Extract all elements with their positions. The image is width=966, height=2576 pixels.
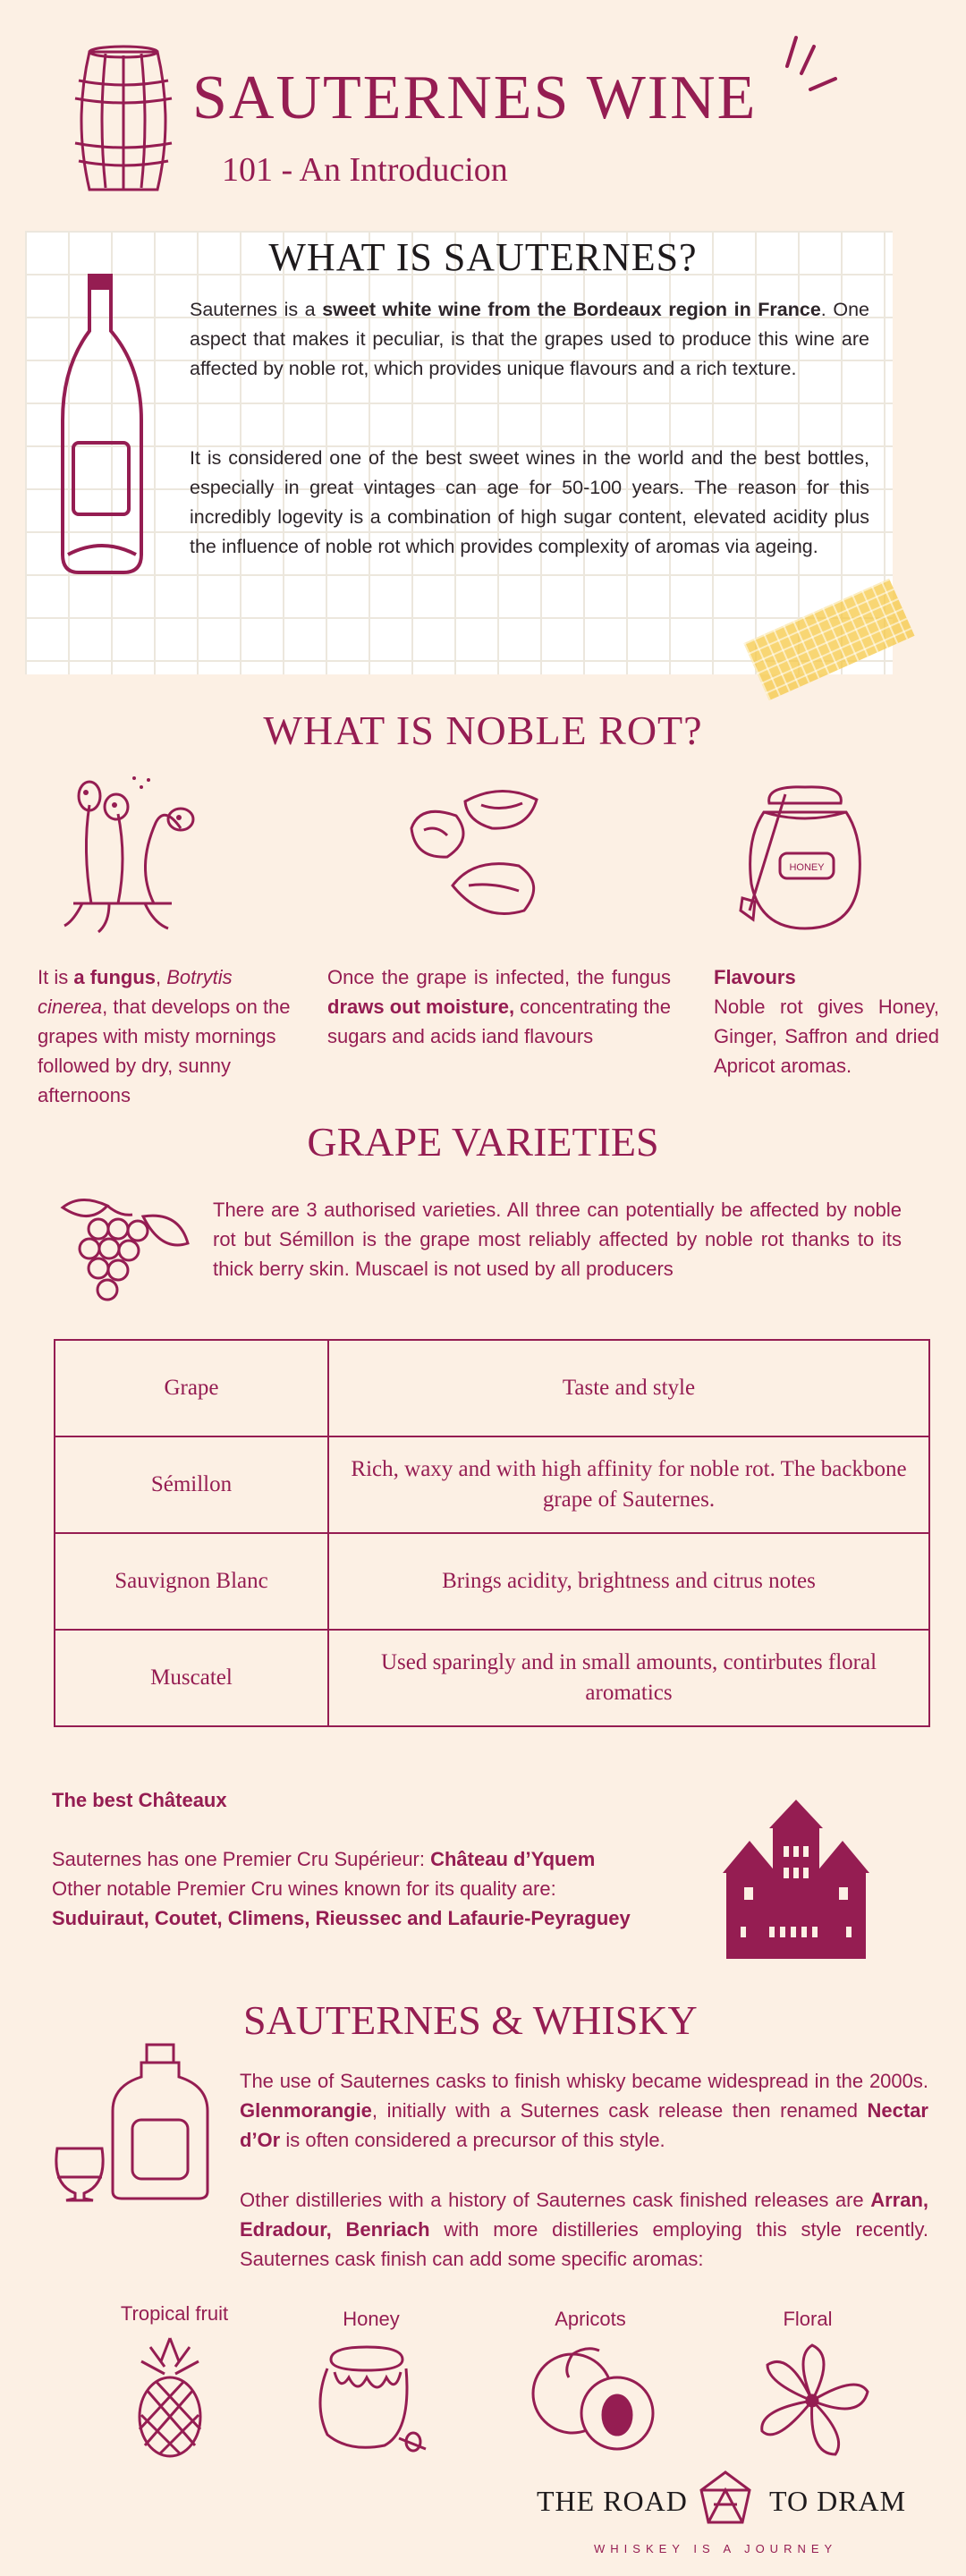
grape-bunch-icon xyxy=(45,1190,188,1315)
grape-description: Brings acidity, brightness and citrus notes xyxy=(328,1533,929,1630)
apricot-icon xyxy=(528,2342,662,2458)
grape-varieties-title: GRAPE VARIETIES xyxy=(307,1119,659,1165)
table-header-row xyxy=(55,1340,929,1436)
aroma-label-floral: Floral xyxy=(783,2308,833,2330)
whisky-paragraph-2: Other distilleries with a history of Sauternes cask finished releases are Arran, Edradour, Benriach with more distilleries employing this style recently. Sauternes cask finish can add some specific aromas: xyxy=(240,2189,928,2270)
flower-icon xyxy=(750,2338,875,2463)
whisky-title: SAUTERNES & WHISKY xyxy=(243,1997,698,2043)
grape-intro: There are 3 authorised varieties. All three can potentially be affected by noble rot but Sémillon is the grape most reliably affected by noble rot thanks to its thick berry skin. Muscael is not used by all producers xyxy=(213,1199,902,1280)
noble-rot-col-1: It is a fungus, Botrytis cinerea, that develops on the grapes with misty mornings followed by dry, sunny afternoons xyxy=(38,966,291,1106)
brand-right: TO DRAM xyxy=(769,2485,907,2517)
page-subtitle: 101 - An Introducion xyxy=(222,151,508,189)
table-header-grape: Grape xyxy=(55,1340,328,1436)
aroma-label-tropical-fruit: Tropical fruit xyxy=(120,2302,229,2325)
wine-bottle-icon xyxy=(54,268,152,581)
what-is-paragraph-1: Sauternes is a sweet white wine from the Bordeaux region in France. One aspect that makes it peculiar, is that the grapes used to produce this wine are affected by noble rot, which provides unique flavours and a rich texture. xyxy=(190,299,869,379)
aroma-label-apricots: Apricots xyxy=(555,2308,626,2330)
castle-icon xyxy=(714,1792,878,1959)
whisky-glass-bottle-icon xyxy=(48,2041,218,2202)
pineapple-icon xyxy=(125,2334,215,2460)
grape-table xyxy=(54,1339,930,1727)
grape-name: Sémillon xyxy=(55,1436,328,1533)
honey-jar-icon xyxy=(733,776,877,937)
noble-rot-col-3: Flavours Noble rot gives Honey, Ginger, Saffron and dried Apricot aromas. xyxy=(714,966,939,1077)
grape-description: Used sparingly and in small amounts, contirbutes floral aromatics xyxy=(328,1630,929,1726)
table-row xyxy=(55,1630,929,1726)
honey-jar-label: HONEY xyxy=(789,862,825,873)
raisins-icon xyxy=(402,776,564,928)
barrel-icon xyxy=(70,45,177,197)
noble-rot-col-2: Once the grape is infected, the fungus draws out moisture, concentrating the sugars and acids iand flavours xyxy=(327,966,671,1047)
grape-description: Rich, waxy and with high affinity for noble rot. The backbone grape of Sauternes. xyxy=(328,1436,929,1533)
fungus-icon xyxy=(55,769,216,939)
what-is-title: WHAT IS SAUTERNES? xyxy=(268,235,698,279)
table-header-taste: Taste and style xyxy=(328,1340,929,1436)
table-row xyxy=(55,1533,929,1630)
brand-left: THE ROAD xyxy=(537,2485,688,2517)
chateaux-text: Sauternes has one Premier Cru Supérieur: Château d’Yquem Other notable Premier Cru wines known for its quality are: Suduiraut, Coutet, Climens, Rieussec and Lafaurie-Peyraguey xyxy=(52,1848,631,1929)
table-row xyxy=(55,1436,929,1533)
noble-rot-title: WHAT IS NOBLE ROT? xyxy=(263,708,703,753)
honey-pot-icon xyxy=(313,2342,429,2458)
brand-tagline: WHISKEY IS A JOURNEY xyxy=(594,2542,838,2555)
sparkle-icon xyxy=(780,34,843,97)
page-title: SAUTERNES WINE xyxy=(192,64,758,132)
brand-logo-icon xyxy=(698,2469,753,2531)
whisky-paragraph-1: The use of Sauternes casks to finish whisky became widespread in the 2000s. Glenmorangie, initially with a Suternes cask release then renamed Nectar d’Or is often considered a precursor of this style. xyxy=(240,2070,928,2151)
what-is-paragraph-2: It is considered one of the best sweet wines in the world and the best bottles, especially in great vintages can age for 50-100 years. The reason for this incredibly logevity is a combination of high sugar content, elevated acidity plus the influence of noble rot which provides complexity of aromas via ageing. xyxy=(190,447,869,557)
aroma-label-honey: Honey xyxy=(343,2308,400,2330)
grape-name: Muscatel xyxy=(55,1630,328,1726)
chateaux-title: The best Châteaux xyxy=(52,1789,227,1811)
grape-name: Sauvignon Blanc xyxy=(55,1533,328,1630)
